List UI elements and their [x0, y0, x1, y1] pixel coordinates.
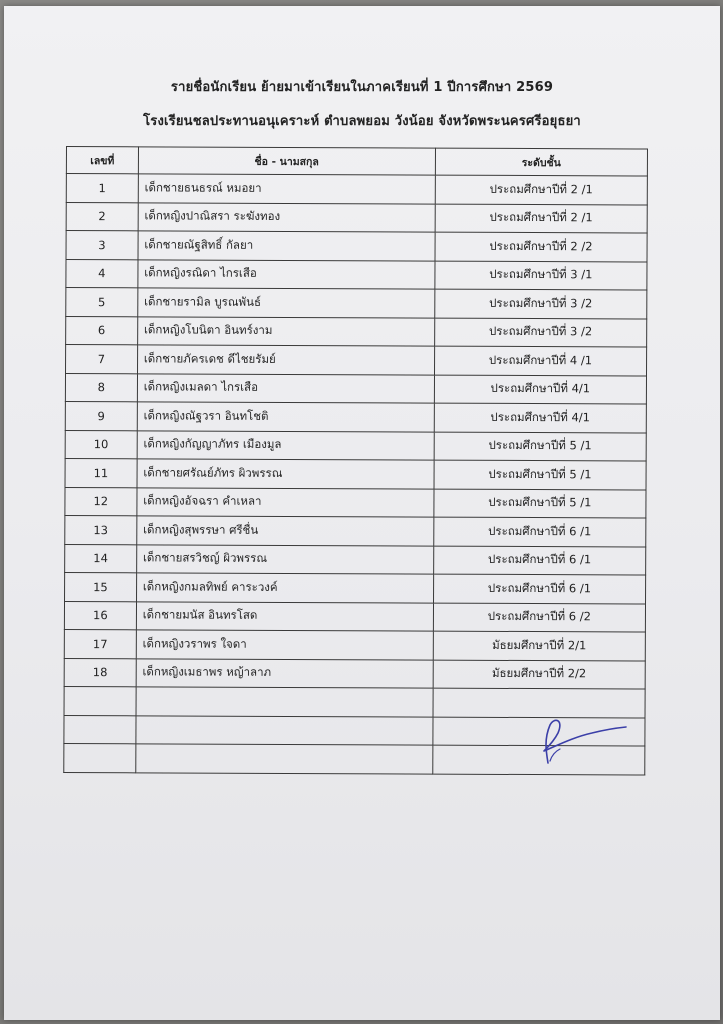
table-row — [65, 487, 646, 518]
table-row — [66, 174, 647, 205]
cell-name: เด็กหญิงกมลทิพย์ คาระวงค์ — [136, 573, 433, 603]
table-body — [64, 174, 648, 775]
cell-level: ประถมศึกษาปีที่ 2 /1 — [435, 204, 647, 233]
table-row — [65, 515, 646, 546]
cell-level: ประถมศึกษาปีที่ 4/1 — [434, 375, 646, 404]
cell-name: เด็กหญิงโบนิตา อินทร์งาม — [137, 316, 434, 346]
cell-number: 11 — [65, 458, 137, 487]
cell-level: ประถมศึกษาปีที่ 5 /1 — [434, 460, 646, 489]
cell-level: ประถมศึกษาปีที่ 5 /1 — [434, 489, 646, 518]
cell-name: เด็กหญิงรณิดา ไกรเสือ — [138, 259, 435, 289]
cell-name — [136, 744, 433, 774]
cell-name — [136, 715, 433, 745]
cell-level: ประถมศึกษาปีที่ 3 /2 — [434, 318, 646, 347]
cell-number: 8 — [65, 373, 137, 402]
table-row — [66, 231, 647, 262]
cell-number: 13 — [65, 515, 137, 544]
cell-name: เด็กหญิงวราพร ใจดา — [136, 630, 433, 660]
header-name: ชื่อ - นามสกุล — [138, 147, 435, 175]
cell-number: 6 — [66, 316, 138, 345]
table-row — [65, 544, 646, 575]
table-row — [66, 202, 647, 233]
cell-number: 12 — [65, 487, 137, 516]
cell-level: ประถมศึกษาปีที่ 5 /1 — [434, 432, 646, 461]
table-row — [64, 601, 645, 632]
cell-level: ประถมศึกษาปีที่ 3 /2 — [435, 289, 647, 318]
table-row — [66, 259, 647, 290]
cell-number: 15 — [65, 572, 137, 601]
cell-name: เด็กชายศรัณย์ภัทร ผิวพรรณ — [137, 459, 434, 489]
cell-name: เด็กหญิงปาณิสรา ระฆังทอง — [138, 202, 435, 232]
cell-number: 17 — [64, 629, 136, 658]
cell-name: เด็กหญิงเมลดา ไกรเสือ — [137, 373, 434, 403]
table-row — [66, 288, 647, 319]
cell-name: เด็กชายภัครเดช ดีไชยรัมย์ — [137, 345, 434, 375]
cell-level: ประถมศึกษาปีที่ 2 /2 — [435, 232, 647, 261]
cell-level: มัธยมศึกษาปีที่ 2/2 — [433, 660, 645, 689]
cell-number: 9 — [65, 401, 137, 430]
cell-number: 16 — [64, 601, 136, 630]
table-row — [64, 658, 645, 689]
cell-name: เด็กหญิงกัญญาภัทร เมืองมูล — [137, 430, 434, 460]
cell-number: 7 — [66, 345, 138, 374]
cell-name: เด็กชายมนัส อินทรโสด — [136, 601, 433, 631]
cell-level: มัธยมศึกษาปีที่ 2/1 — [433, 631, 645, 660]
cell-name: เด็กชายธนธรณ์ หมอยา — [138, 174, 435, 204]
document-page — [4, 6, 720, 1020]
cell-level: ประถมศึกษาปีที่ 2 /1 — [435, 175, 647, 204]
cell-level: ประถมศึกษาปีที่ 6 /1 — [434, 517, 646, 546]
header-number: เลขที่ — [66, 147, 138, 174]
school-subtitle: โรงเรียนชลประทานอนุเคราะห์ ตำบลพยอม วังน้อย จังหวัดพระนครศรีอยุธยา — [143, 114, 581, 129]
table-header-row — [66, 147, 647, 177]
cell-level: ประถมศึกษาปีที่ 3 /1 — [435, 261, 647, 290]
cell-name: เด็กหญิงเมธาพร หญ้าลาภ — [136, 658, 433, 688]
cell-name: เด็กหญิงสุพรรษา ศรีชื่น — [137, 516, 434, 546]
cell-number: 18 — [64, 658, 136, 687]
cell-name: เด็กหญิงณัฐวรา อินทโชติ — [137, 402, 434, 432]
cell-level: ประถมศึกษาปีที่ 4 /1 — [434, 346, 646, 375]
cell-number — [64, 715, 136, 744]
table-row — [65, 430, 646, 461]
cell-number: 14 — [65, 544, 137, 573]
table-row — [66, 345, 647, 376]
table-row — [65, 458, 646, 489]
header-level: ระดับชั้น — [435, 148, 647, 176]
cell-number: 5 — [66, 288, 138, 317]
table-row — [65, 572, 646, 603]
cell-name: เด็กชายรามิล บูรณพันธ์ — [138, 288, 435, 318]
cell-number: 1 — [66, 174, 138, 203]
table-row — [65, 373, 646, 404]
cell-name: เด็กชายณัฐสิทธิ์ กัลยา — [138, 231, 435, 261]
cell-number — [64, 743, 136, 772]
signature-icon — [534, 711, 634, 771]
cell-name: เด็กชายสรวิชญ์ ผิวพรรณ — [136, 544, 433, 574]
table-row — [64, 629, 645, 660]
cell-level: ประถมศึกษาปีที่ 6 /1 — [433, 574, 645, 603]
cell-number: 10 — [65, 430, 137, 459]
cell-name — [136, 687, 433, 717]
cell-name: เด็กหญิงอัจฉรา คำเหลา — [137, 487, 434, 517]
cell-number — [64, 686, 136, 715]
document-title: รายชื่อนักเรียน ย้ายมาเข้าเรียนในภาคเรียนที่ 1 ปีการศึกษา 2569 — [170, 80, 554, 95]
cell-level: ประถมศึกษาปีที่ 6 /1 — [433, 546, 645, 575]
student-roster-table — [63, 146, 648, 775]
cell-number: 4 — [66, 259, 138, 288]
table-row — [65, 401, 646, 432]
cell-level: ประถมศึกษาปีที่ 4/1 — [434, 403, 646, 432]
table-row — [66, 316, 647, 347]
cell-number: 3 — [66, 231, 138, 260]
cell-level: ประถมศึกษาปีที่ 6 /2 — [433, 603, 645, 632]
cell-number: 2 — [66, 202, 138, 231]
